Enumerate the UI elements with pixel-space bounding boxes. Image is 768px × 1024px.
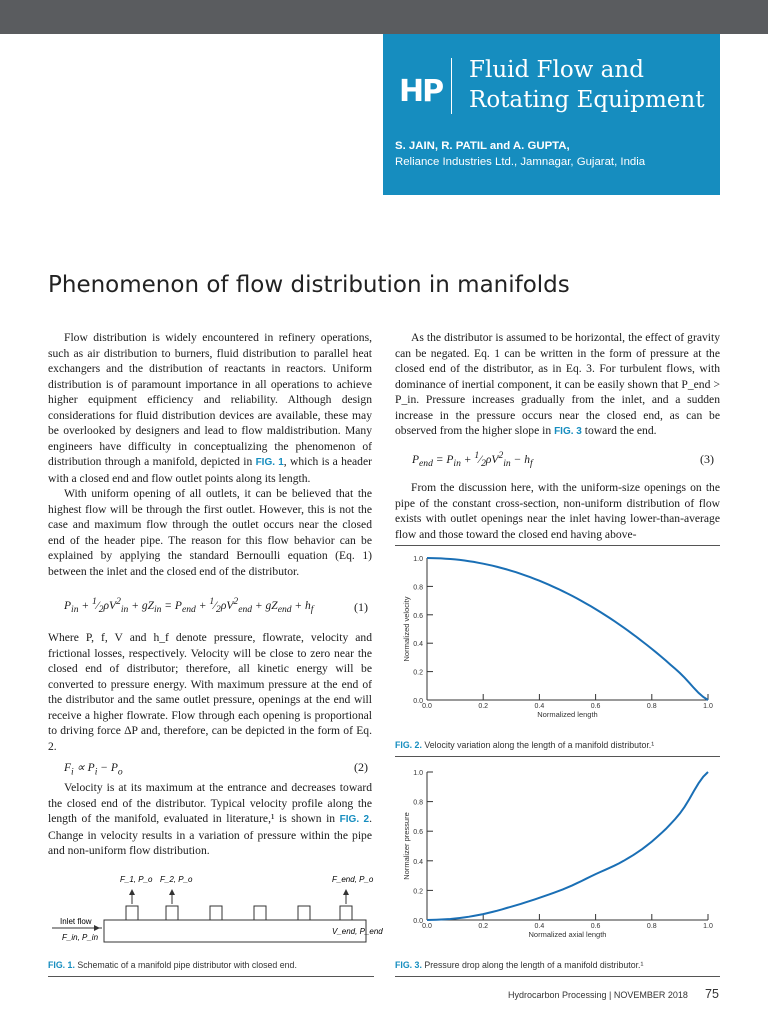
- series-line: [427, 772, 708, 920]
- series-line: [427, 558, 708, 700]
- y-tick-label: 0.8: [413, 584, 423, 592]
- text: . Change in velocity results in a variation of pressure within the pipe and non-uniform flow distribution.: [48, 812, 372, 857]
- section-title-line2: Rotating Equipment: [469, 87, 705, 113]
- section-title: [469, 55, 704, 115]
- y-tick-label: 0.0: [413, 698, 423, 705]
- author-block: [395, 138, 645, 170]
- arrowhead-end: [343, 889, 349, 895]
- equation-1: $P_{in}$ + $^1⁄_2\rho V^2_{in} + gZ_{in} = P_{end}$ + $^1⁄_2\rho V^2_{end} + gZ_{end} + h_f$: [64, 596, 314, 616]
- text: Flow distribution is widely encountered in refinery operations, such as air distribution to burners, fluid distribution to parallel heat exchangers and the distribution of reactants in reactors. Uniform distribution is of paramount importance in all operations to achieve higher equipment efficiency and reliability. Although design considerations for fluid distribution devices are available, these may be overlooked by designers and lead to flow maldistribution. Many engineers have difficulty in conceptualizing the phenomenon of distribution through a manifold, depicted in: [48, 331, 372, 468]
- fig1-rule: [48, 976, 374, 977]
- paragraph: Where P, f, V and h_f denote pressure, flowrate, velocity and frictional losses, respectively. Velocity will be close to zero near the closed end of distributor; therefore, all kinetic energy will be converted to pressure energy. With maximum pressure at the end of the distributor and the same outlet pressure, openings at the end will receive a higher flowrate. Flow through each opening is proportional to driving force ΔP and, therefore, can be depicted in the form of Eq. 2.: [48, 631, 372, 753]
- article-title: Phenomenon of flow distribution in manifolds: [48, 272, 570, 298]
- x-axis-label: Normalized length: [537, 710, 598, 719]
- x-tick-label: 0.0: [422, 923, 432, 930]
- y-tick-label: 1.0: [413, 770, 423, 777]
- outlet-end-label: F_end, P_o: [332, 875, 374, 884]
- fig1-ref[interactable]: FIG. 1: [255, 457, 284, 468]
- x-tick-label: 0.8: [646, 923, 657, 930]
- y-tick-label: 0.2: [413, 888, 423, 896]
- x-tick-label: 0.6: [590, 923, 601, 930]
- journal-footer: Hydrocarbon Processing | NOVEMBER 2018: [508, 990, 688, 1000]
- x-tick-label: 0.8: [646, 703, 657, 710]
- x-tick-label: 0.2: [478, 703, 489, 710]
- affiliation: Reliance Industries Ltd., Jamnagar, Gujarat, India: [395, 156, 646, 168]
- x-tick-label: 1.0: [703, 703, 713, 710]
- manifold-pipe: [104, 920, 366, 942]
- fig3-top-rule: [395, 756, 720, 757]
- fig3-caption-label: FIG. 3.: [395, 960, 422, 970]
- equation-2: $F_i \propto P_i - P_o$: [64, 762, 123, 778]
- page-number: 75: [705, 987, 719, 1001]
- authors: S. JAIN, R. PATIL and A. GUPTA,: [395, 140, 570, 152]
- fig3-caption-text: Pressure drop along the length of a manifold distributor.¹: [424, 960, 644, 970]
- banner-divider: [451, 58, 452, 114]
- text: , which is a header with a closed end and flow outlet points along its length.: [48, 455, 372, 485]
- outlet-2-label: F_2, P_o: [160, 875, 193, 884]
- y-tick-label: 0.6: [413, 829, 423, 837]
- fig3-rule: [395, 976, 720, 977]
- fig2-caption-text: Velocity variation along the length of a manifold distributor.¹: [424, 740, 655, 750]
- fig3-caption: [395, 960, 643, 970]
- y-axis-label: Normalizer pressure: [402, 812, 411, 880]
- outlet-6: [340, 906, 352, 920]
- right-column-text-2: [395, 480, 720, 542]
- x-tick-label: 1.0: [703, 923, 713, 930]
- hp-logo: HP: [399, 74, 443, 109]
- fig1-caption-text: Schematic of a manifold pipe distributor with closed end.: [77, 960, 297, 970]
- outlet-1: [126, 906, 138, 920]
- y-tick-label: 0.4: [413, 641, 423, 649]
- paragraph: [395, 330, 720, 440]
- outlet-4: [254, 906, 266, 920]
- outlet-1-label: F_1, P_o: [120, 875, 153, 884]
- equation-2-number: (2): [354, 760, 368, 774]
- fig1-caption: [48, 960, 297, 970]
- paragraph: [48, 780, 372, 859]
- left-column-text-3: [48, 780, 372, 859]
- left-column-text-2: [48, 630, 372, 754]
- x-tick-label: 0.0: [422, 703, 432, 710]
- left-column-text-1: [48, 330, 372, 579]
- y-tick-label: 0.2: [413, 669, 423, 677]
- fig2-caption-label: FIG. 2.: [395, 740, 422, 750]
- section-banner: [383, 34, 720, 195]
- fig3-ref[interactable]: FIG. 3: [554, 426, 582, 437]
- x-tick-label: 0.6: [590, 703, 601, 710]
- text: toward the end.: [581, 424, 657, 437]
- paragraph: With uniform opening of all outlets, it can be believed that the highest flow will be through the first outlet. However, this is not the case and maximum flow through the outlet occurs near the closed end of the header pipe. The reason for this flow behavior can be explained by applying the standard Bernoulli equation (Eq. 1) between the inlet and the closed end of the distributor.: [48, 487, 372, 578]
- paragraph: [48, 330, 372, 486]
- fig3-chart: [395, 762, 720, 950]
- y-tick-label: 1.0: [413, 556, 423, 563]
- section-title-line1: Fluid Flow and: [469, 57, 644, 83]
- outlet-5: [298, 906, 310, 920]
- arrowhead-2: [169, 889, 175, 895]
- equation-1-number: (1): [354, 600, 368, 614]
- fig2-ref[interactable]: FIG. 2: [339, 814, 370, 825]
- fig2-top-rule: [395, 545, 720, 546]
- x-tick-label: 0.4: [534, 923, 545, 930]
- top-bar: [0, 0, 768, 34]
- outlet-2: [166, 906, 178, 920]
- x-tick-label: 0.2: [478, 923, 489, 930]
- x-tick-label: 0.4: [534, 703, 545, 710]
- arrowhead-1: [129, 889, 135, 895]
- fig1-schematic: [48, 862, 383, 954]
- text: As the distributor is assumed to be horizontal, the effect of gravity can be negated. Eq. 1 can be written in the form of pressure at the closed end of the distributor, as in Eq. 3. For turbulent flows, with dominance of inertial component, it can be easily shown that P_end > P_in. Pressure increases gradually from the inlet, and a sudden increase in the pressure occurs near the closed end, as can be observed from the higher slope in: [395, 331, 720, 437]
- equation-3-number: (3): [700, 452, 714, 466]
- x-axis-label: Normalized axial length: [528, 930, 607, 939]
- y-tick-label: 0.4: [413, 858, 423, 866]
- fig2-chart: [395, 548, 720, 730]
- inlet-sub-label: F_in, P_in: [62, 933, 99, 942]
- y-tick-label: 0.8: [413, 799, 423, 807]
- outlet-3: [210, 906, 222, 920]
- inlet-label: Inlet flow: [60, 917, 92, 926]
- text: Velocity is at its maximum at the entrance and decreases toward the closed end of the distributor. Typical velocity profile along the length of the manifold, evaluated in literature,¹ is shown in: [48, 781, 372, 825]
- right-column-text-1: [395, 330, 720, 440]
- fig1-caption-label: FIG. 1.: [48, 960, 75, 970]
- equation-3: $P_{end} = P_{in}$ + $^1⁄_2\rho V^2_{in} - h_f$: [412, 450, 533, 470]
- y-axis-label: Normalized velocity: [402, 596, 411, 662]
- paragraph: From the discussion here, with the uniform-size openings on the pipe of the constant cross-section, non-uniform distribution of flow exists with outlet openings near the inlet having lower-than-average flow and those toward the closed end having above-: [395, 481, 720, 541]
- y-tick-label: 0.0: [413, 918, 423, 925]
- end-label: V_end, P_end: [332, 927, 383, 936]
- inlet-arrowhead: [94, 925, 100, 931]
- y-tick-label: 0.6: [413, 612, 423, 620]
- fig2-caption: [395, 740, 654, 750]
